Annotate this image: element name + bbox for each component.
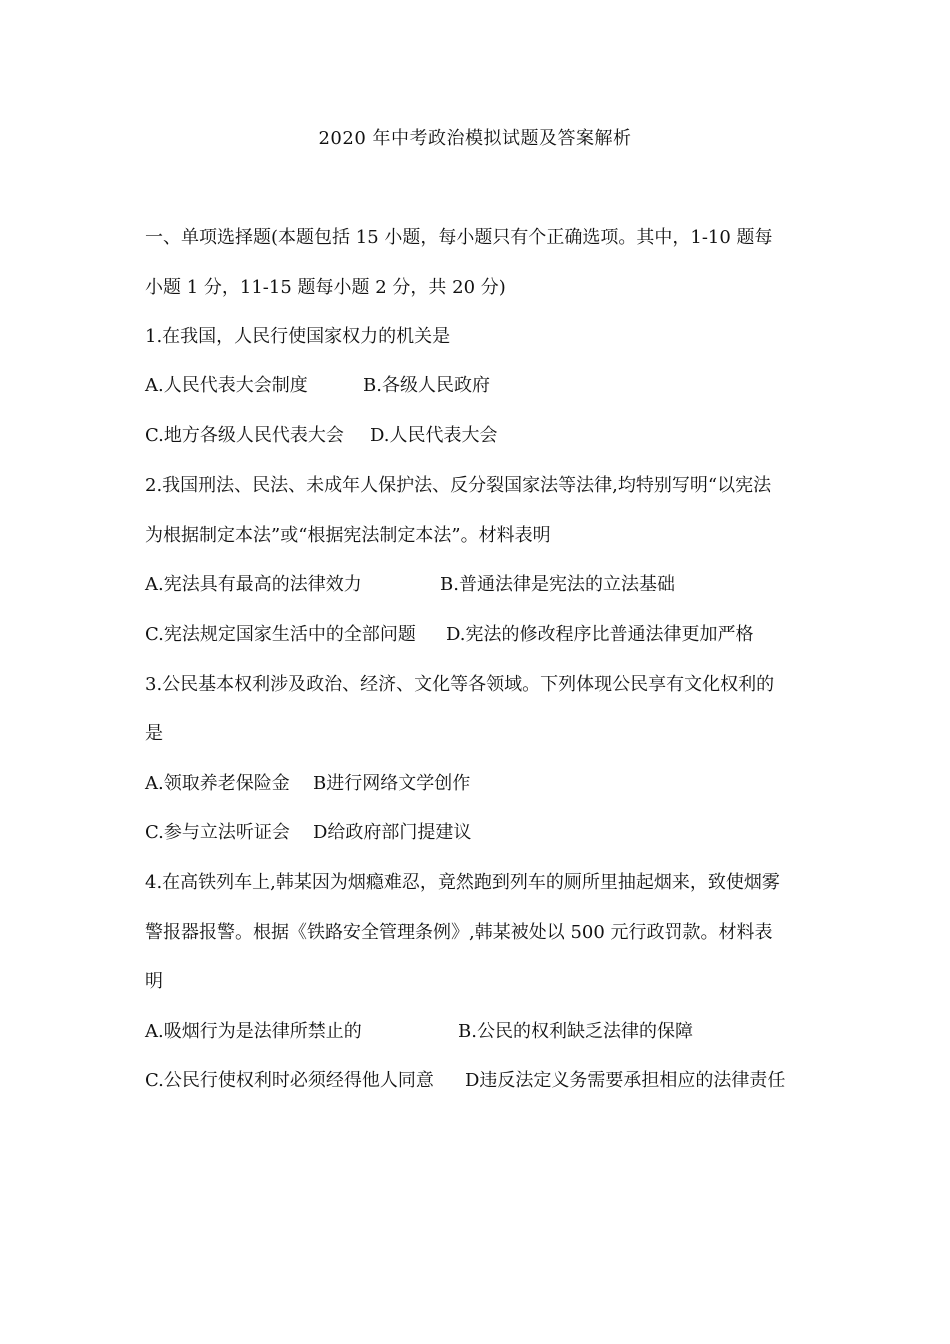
question-4-stem-line-2: 警报器报警。根据《铁路安全管理条例》,韩某被处以 500 元行政罚款。材料表: [145, 922, 773, 943]
question-4-stem-line-1: 4.在高铁列车上,韩某因为烟瘾难忍，竟然跑到列车的厕所里抽起烟来，致使烟雾: [145, 872, 780, 893]
option-a: A.吸烟行为是法律所禁止的: [145, 1021, 362, 1042]
option-c: C.地方各级人民代表大会: [145, 425, 344, 446]
section-header-line-2: 小题 1 分，11-15 题每小题 2 分，共 20 分): [145, 277, 506, 298]
question-4-stem-line-3: 明: [145, 971, 163, 992]
question-1-option-row-2: [145, 424, 498, 448]
option-b: B.普通法律是宪法的立法基础: [440, 574, 675, 595]
section-header-line-1: 一、单项选择题(本题包括 15 小题，每小题只有个正确选项。其中，1-10 题每: [145, 227, 773, 248]
question-3-stem-line-1: 3.公民基本权利涉及政治、经济、文化等各领域。下列体现公民享有文化权利的: [145, 674, 775, 695]
option-d: D违反法定义务需要承担相应的法律责任: [465, 1070, 786, 1091]
option-d: D.宪法的修改程序比普通法律更加严格: [446, 624, 754, 645]
option-a: A.宪法具有最高的法律效力: [145, 574, 362, 595]
option-c: C.宪法规定国家生活中的全部问题: [145, 624, 416, 645]
question-2-stem-line-1: 2.我国刑法、民法、未成年人保护法、反分裂国家法等法律,均特别写明“以宪法: [145, 475, 772, 496]
document-title: 2020 年中考政治模拟试题及答案解析: [318, 128, 632, 149]
question-2-option-row-1: [145, 573, 675, 597]
option-c: C.参与立法听证会: [145, 822, 290, 843]
question-1-stem: 1.在我国，人民行使国家权力的机关是: [145, 326, 451, 347]
option-a: A.领取养老保险金: [145, 773, 290, 794]
option-b: B进行网络文学创作: [313, 773, 471, 794]
question-1-option-row-1: [145, 374, 490, 398]
question-4-option-row-2: [145, 1069, 786, 1093]
question-4-option-row-1: [145, 1020, 693, 1044]
option-d: D.人民代表大会: [370, 425, 498, 446]
question-3-option-row-1: [145, 772, 471, 796]
option-b: B.公民的权利缺乏法律的保障: [458, 1021, 693, 1042]
option-b: B.各级人民政府: [363, 375, 490, 396]
question-2-option-row-2: [145, 623, 754, 647]
option-d: D给政府部门提建议: [313, 822, 472, 843]
option-a: A.人民代表大会制度: [145, 375, 308, 396]
question-3-option-row-2: [145, 821, 472, 845]
option-c: C.公民行使权利时必须经得他人同意: [145, 1070, 434, 1091]
question-3-stem-line-2: 是: [145, 723, 163, 744]
question-2-stem-line-2: 为根据制定本法”或“根据宪法制定本法”。材料表明: [145, 525, 551, 546]
